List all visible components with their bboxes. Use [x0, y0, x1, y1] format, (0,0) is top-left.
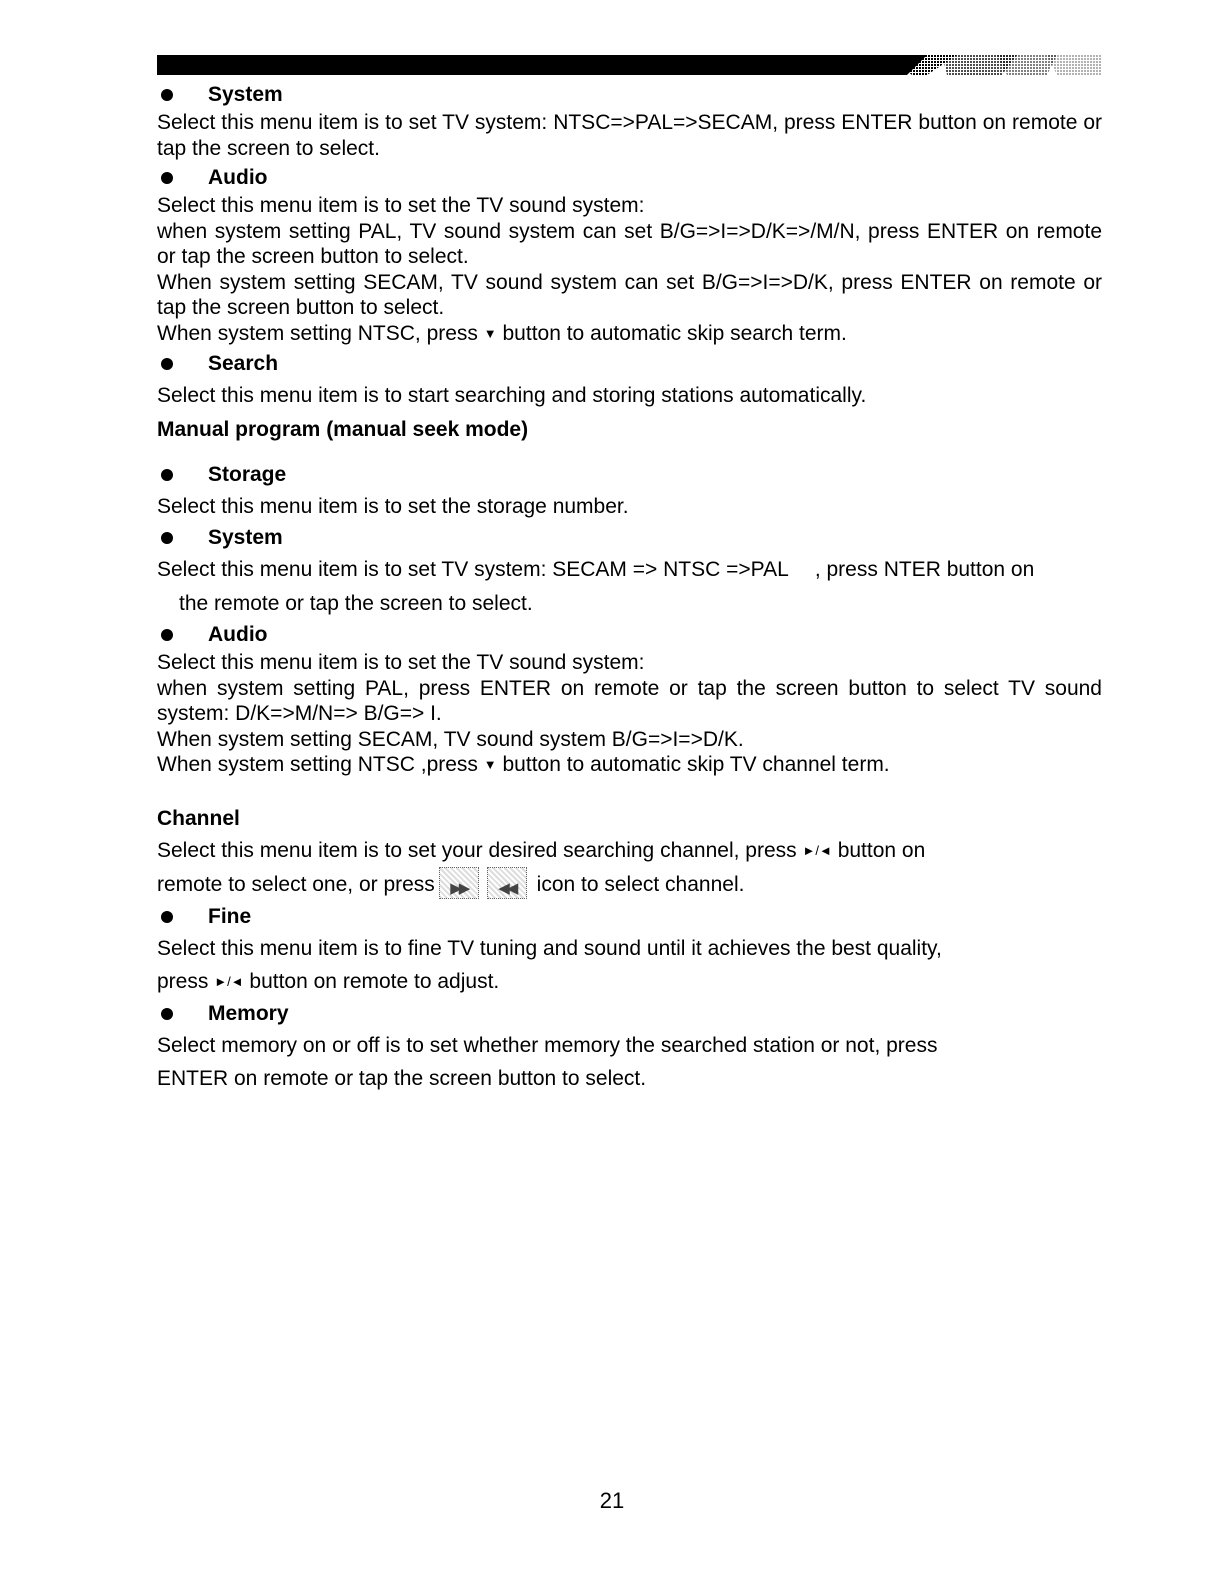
page-content — [157, 80, 1102, 1096]
paragraph: when system setting PAL, press ENTER on remote or tap the screen button to select TV sound system: D/K=>M/N=> B/G=> I. — [157, 676, 1102, 725]
paragraph: when system setting PAL, TV sound system can set B/G=>I=>D/K=>/M/N, press ENTER on remote or tap the screen button to select. — [157, 219, 1102, 268]
section-title: Audio — [208, 166, 268, 189]
text-run: Select this menu item is to set your desired searching channel, press — [157, 838, 797, 862]
section-audio-manual — [157, 620, 1102, 650]
paragraph: Select this menu item is to start searching and storing stations automatically. — [157, 384, 867, 407]
paragraph: Select this menu item is to set TV system: NTSC=>PAL=>SECAM, press ENTER button on remote or tap the screen to select. — [157, 111, 1102, 160]
paragraph — [157, 321, 1102, 347]
bullet-icon — [161, 629, 173, 641]
paragraph: When system setting SECAM, TV sound system B/G=>I=>D/K. — [157, 727, 744, 751]
section-title: Storage — [208, 462, 287, 486]
bullet-icon — [161, 1008, 173, 1020]
paragraph: Select this menu item is to set the storage number. — [157, 494, 629, 518]
rewind-icon: ◀◀ — [487, 867, 527, 899]
text-run: button to automatic skip search term. — [502, 321, 847, 345]
fast-forward-icon: ▶▶ — [439, 867, 479, 899]
down-arrow-icon: ▼ — [483, 325, 497, 341]
section-title: Search — [208, 352, 279, 375]
text-run: icon to select channel. — [536, 873, 745, 896]
paragraph — [157, 752, 1102, 778]
section-title: Audio — [208, 623, 268, 646]
bullet-icon — [161, 469, 173, 481]
section-title: Memory — [208, 1001, 289, 1025]
paragraph: ENTER on remote or tap the screen button to select. — [157, 1067, 647, 1090]
header-decoration-bar — [157, 55, 1102, 77]
section-title: System — [208, 83, 283, 106]
paragraph: Select memory on or off is to set whether memory the searched station or not, press — [157, 1033, 938, 1057]
text-run: When system setting NTSC ,press — [157, 753, 478, 776]
manual-program-heading: Manual program (manual seek mode) — [157, 417, 529, 441]
section-audio — [157, 163, 1102, 193]
text-run: button on remote to adjust. — [249, 970, 500, 993]
paragraph: When system setting SECAM, TV sound system can set B/G=>I=>D/K, press ENTER on remote or tap the screen button to select. — [157, 270, 1102, 319]
text-run: press — [157, 970, 209, 993]
paragraph — [157, 965, 1102, 999]
section-system-manual — [157, 523, 1102, 553]
section-search — [157, 349, 1102, 379]
section-title: Fine — [208, 904, 252, 928]
paragraph: Select this menu item is to set the TV sound system: — [157, 194, 645, 217]
text-run: remote to select one, or press — [157, 873, 435, 896]
section-storage — [157, 460, 1102, 490]
section-title: System — [208, 526, 283, 549]
page-number: 21 — [599, 1488, 625, 1513]
left-right-arrows-icon: ►/◄ — [214, 974, 244, 989]
bullet-icon — [161, 532, 173, 544]
left-right-arrows-icon: ►/◄ — [802, 842, 832, 858]
text-run: When system setting NTSC, press — [157, 321, 478, 345]
paragraph — [157, 834, 1102, 868]
channel-heading: Channel — [157, 806, 240, 830]
bullet-icon — [161, 911, 173, 923]
paragraph: Select this menu item is to set the TV sound system: — [157, 651, 645, 674]
text-run: button to automatic skip TV channel term. — [502, 753, 890, 776]
bullet-icon — [161, 358, 173, 370]
paragraph: Select this menu item is to set TV system: SECAM => NTSC =>PAL , press NTER button on — [157, 558, 1035, 581]
paragraph — [157, 867, 1102, 902]
section-system — [157, 80, 1102, 110]
text-run: button on — [837, 838, 926, 862]
section-fine — [157, 902, 1102, 932]
paragraph: Select this menu item is to fine TV tuning and sound until it achieves the best quality, — [157, 936, 942, 960]
bullet-icon — [161, 172, 173, 184]
paragraph: the remote or tap the screen to select. — [179, 591, 533, 615]
down-arrow-icon: ▼ — [483, 757, 497, 772]
bullet-icon — [161, 89, 173, 101]
section-memory — [157, 999, 1102, 1029]
